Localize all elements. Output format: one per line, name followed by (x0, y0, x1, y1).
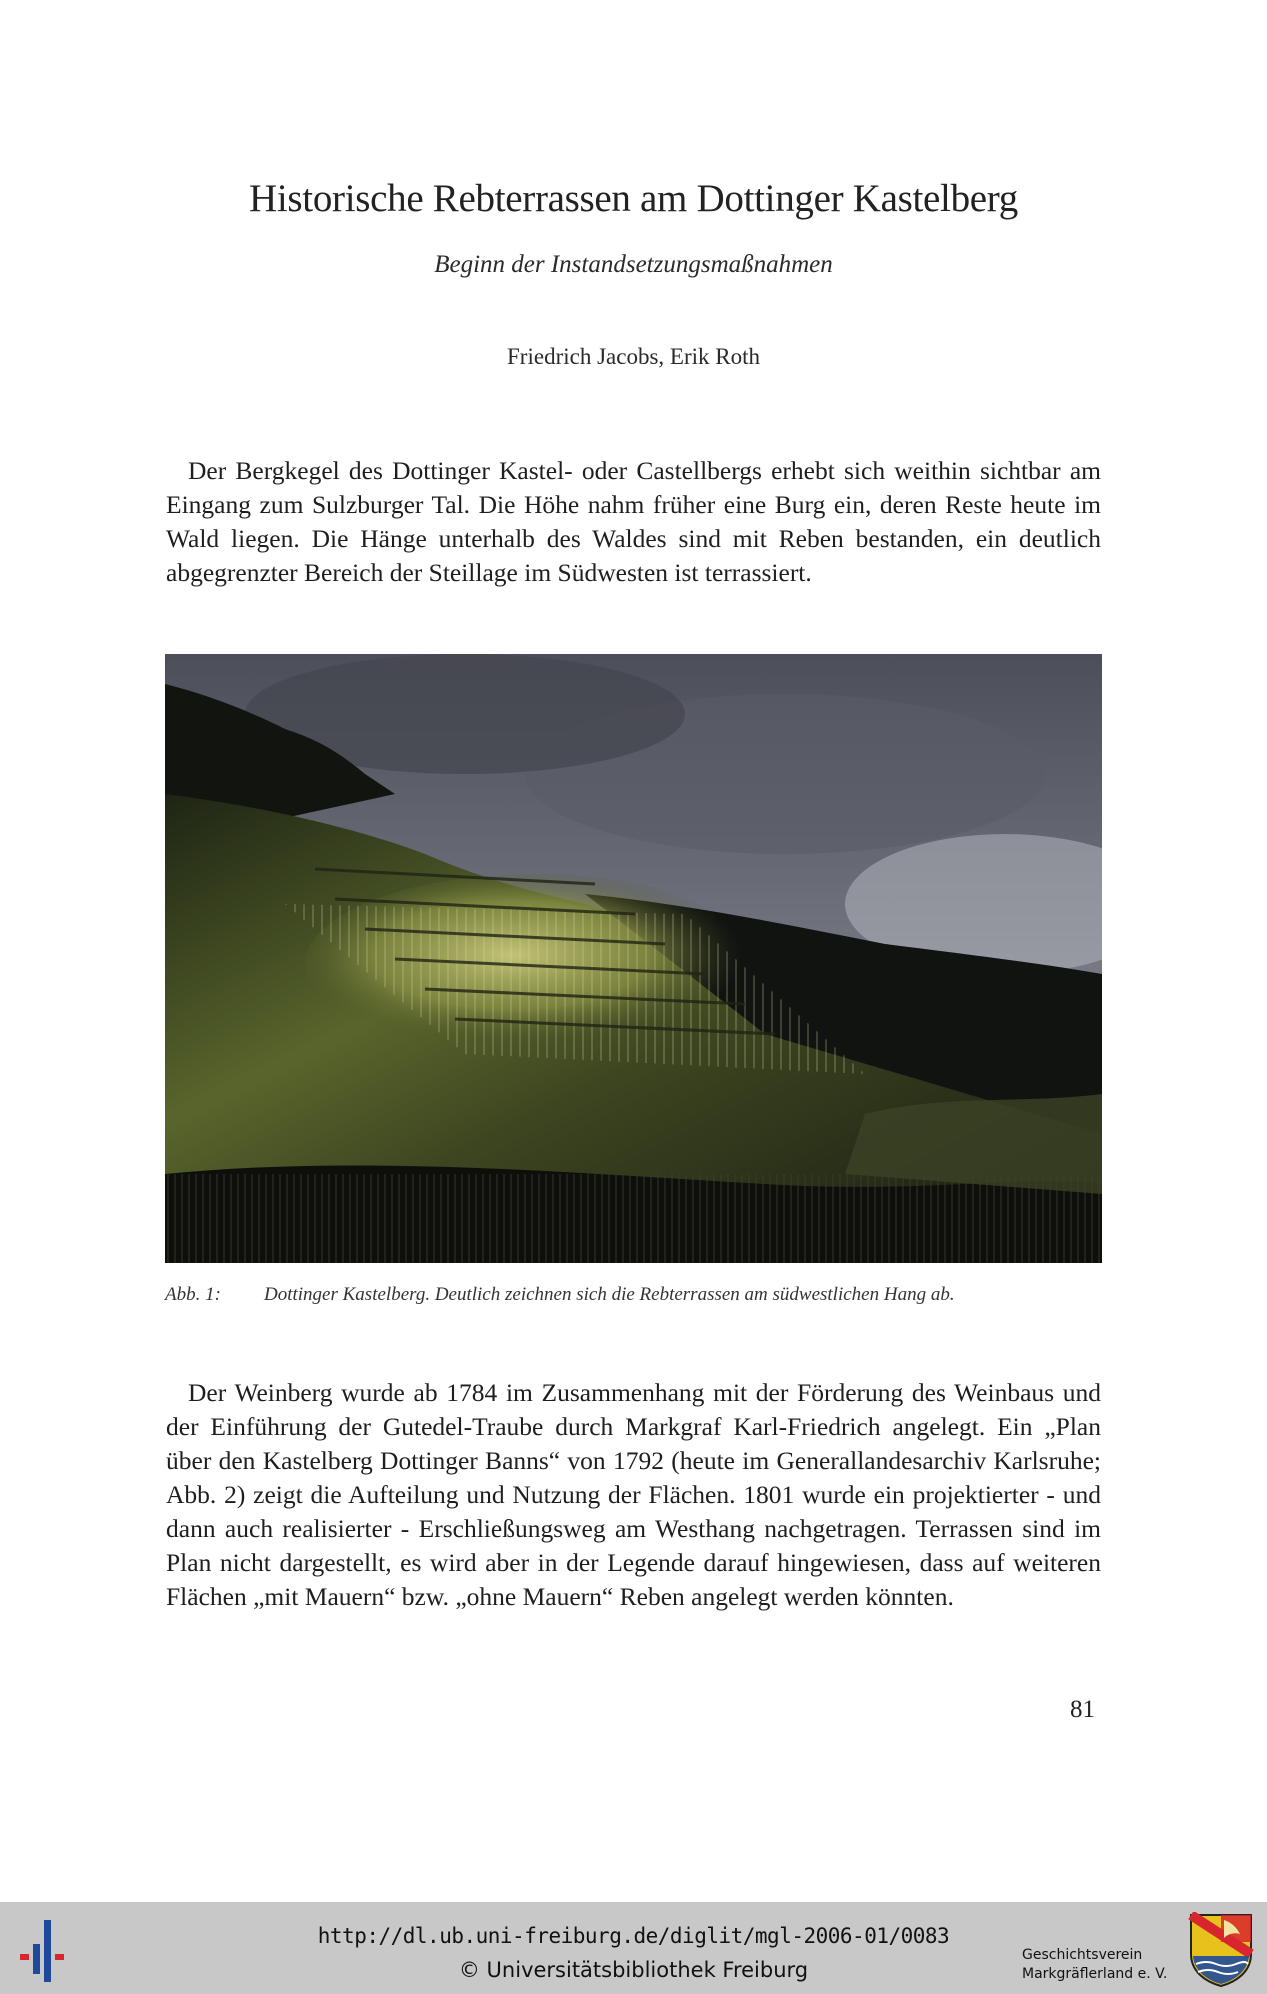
paragraph-intro-text: Der Bergkegel des Dottinger Kastel- oder Castellbergs erhebt sich weithin sichtbar am Eingang zum Sulzburger Tal. Die Höhe nahm früher eine Burg ein, deren Reste heute im Wald liegen. Die Hänge unterhalb des Waldes sind mit Reben bestanden, ein deutlich abgegrenzter Bereich der Steillage im Südwesten ist terrassiert. (166, 456, 1101, 587)
article-title: Historische Rebterrassen am Dottinger Kastelberg (249, 177, 1018, 220)
footer-url[interactable]: http://dl.ub.uni-freiburg.de/diglit/mgl-2006-01/0083 (317, 1924, 950, 1948)
paragraph-history-text: Der Weinberg wurde ab 1784 im Zusammenhang mit der Förderung des Weinbaus und der Einführung der Gutedel-Traube durch Markgraf Karl-Friedrich angelegt. Ein „Plan über den Kastelberg Dottinger Banns“ von 1792 (heute im Generallandesarchiv Karlsruhe; Abb. 2) zeigt die Aufteilung und Nutzung der Flächen. 1801 wurde ein projektierter - und dann auch realisierter - Erschließungsweg am Westhang nachgetragen. Terrassen sind im Plan nicht dargestellt, es wird aber in der Legende darauf hingewiesen, dass auf weiteren Flächen „mit Mauern“ bzw. „ohne Mauern“ Reben angelegt werden könnten. (166, 1378, 1101, 1611)
figure-label: Abb. 1: (165, 1284, 221, 1305)
coat-of-arms-icon (1188, 1912, 1254, 1988)
footer-bar (0, 1902, 1267, 1994)
page-number: 81 (1070, 1696, 1095, 1723)
paragraph-history (166, 1376, 1101, 1614)
paragraph-intro (166, 454, 1101, 590)
society-name-line2: Markgräflerland e. V. (1022, 1966, 1168, 1982)
figure-caption: Dottinger Kastelberg. Deutlich zeichnen sich die Rebterrassen am südwestlichen Hang ab. (264, 1284, 955, 1305)
article-authors: Friedrich Jacobs, Erik Roth (507, 344, 760, 369)
vineyard-photo-illustration (165, 654, 1102, 1263)
society-name-line1: Geschichtsverein (1022, 1947, 1143, 1963)
article-subtitle: Beginn der Instandsetzungsmaßnahmen (434, 251, 833, 278)
vineyard-photo (165, 654, 1102, 1263)
footer-copyright: © Universitätsbibliothek Freiburg (458, 1958, 809, 1982)
society-name (1022, 1946, 1167, 1984)
